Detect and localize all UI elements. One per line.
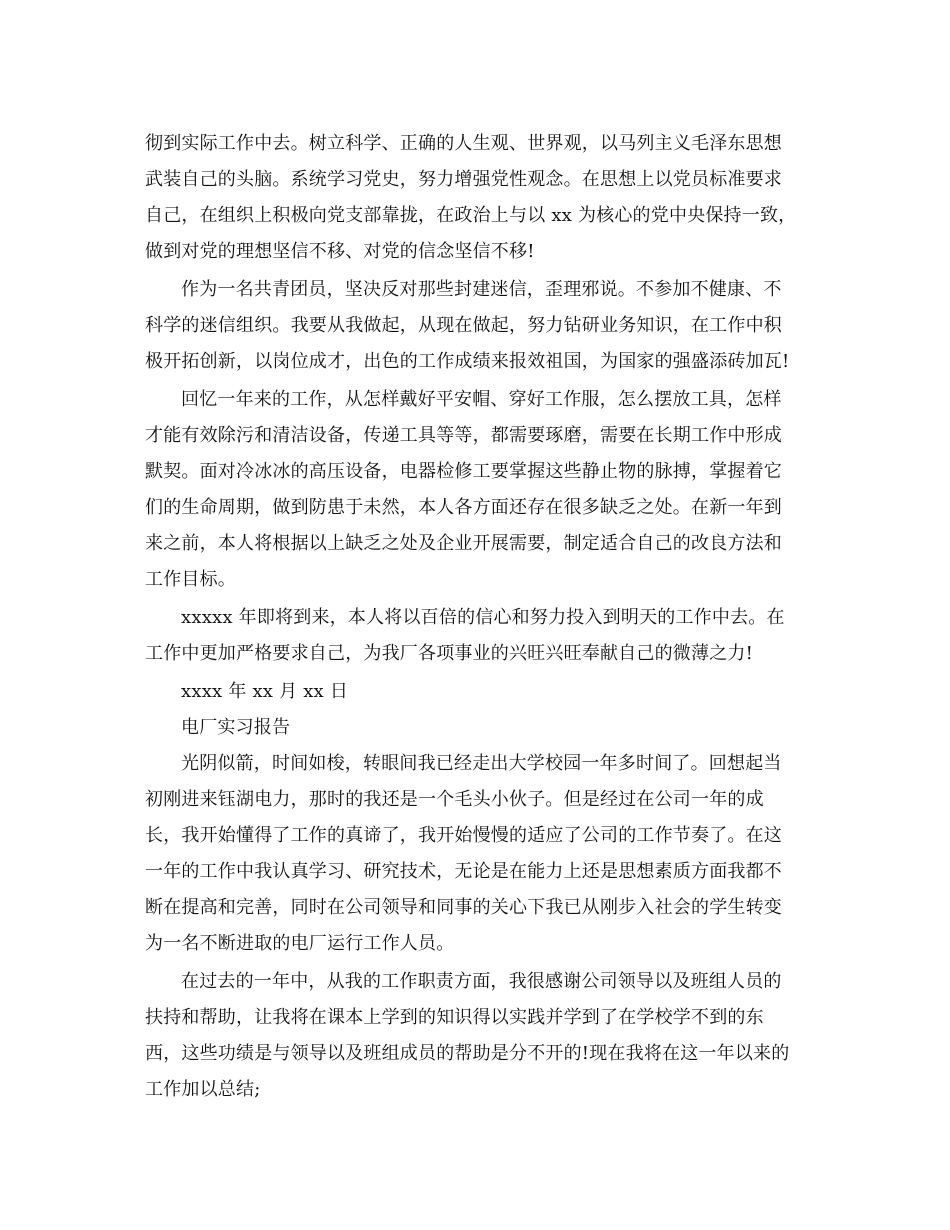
text-line: 西，这些功绩是与领导以及班组成员的帮助是分不开的!现在我将在这一年以来的 — [145, 1043, 790, 1064]
date-line: xxxx 年 xx 月 xx 日 — [181, 681, 349, 702]
text-line: 工作目标。 — [145, 569, 236, 590]
text-line: 武装自己的头脑。系统学习党史，努力增强党性观念。在思想上以党员标准要求 — [145, 169, 782, 190]
text-line: 为一名不断进取的电厂运行工作人员。 — [145, 933, 455, 954]
text-line: 彻到实际工作中去。树立科学、正确的人生观、世界观，以马列主义毛泽东思想 — [145, 133, 782, 154]
text-line: 默契。面对冷冰冰的高压设备，电器检修工要掌握这些静止物的脉搏，掌握着它 — [145, 461, 782, 482]
section-title: 电厂实习报告 — [181, 717, 291, 738]
text-line: 工作中更加严格要求自己，为我厂各项事业的兴旺兴旺奉献自己的微薄之力! — [145, 643, 754, 664]
text-line: 自己，在组织上积极向党支部靠拢，在政治上与以 xx 为核心的党中央保持一致， — [145, 205, 797, 226]
text-line: 做到对党的理想坚信不移、对党的信念坚信不移! — [145, 241, 535, 262]
text-line: 光阴似箭，时间如梭，转眼间我已经走出大学校园一年多时间了。回想起当 — [181, 753, 782, 774]
text-line: 工作加以总结; — [145, 1079, 261, 1100]
text-line: 回忆一年来的工作，从怎样戴好平安帽、穿好工作服，怎么摆放工具，怎样 — [181, 389, 782, 410]
text-line: 才能有效除污和清洁设备，传递工具等等，都需要琢磨，需要在长期工作中形成 — [145, 425, 782, 446]
text-line: xxxxx 年即将到来，本人将以百倍的信心和努力投入到明天的工作中去。在 — [181, 607, 785, 628]
text-line: 极开拓创新，以岗位成才，出色的工作成绩来报效祖国，为国家的强盛添砖加瓦! — [145, 351, 790, 372]
text-line: 初刚进来钰湖电力，那时的我还是一个毛头小伙子。但是经过在公司一年的成 — [145, 789, 764, 810]
text-line: 们的生命周期，做到防患于未然，本人各方面还存在很多缺乏之处。在新一年到 — [145, 497, 782, 518]
text-line: 科学的迷信组织。我要从我做起，从现在做起，努力钻研业务知识，在工作中积 — [145, 315, 782, 336]
text-line: 一年的工作中我认真学习、研究技术，无论是在能力上还是思想素质方面我都不 — [145, 861, 782, 882]
text-line: 在过去的一年中，从我的工作职责方面，我很感谢公司领导以及班组人员的 — [181, 971, 782, 992]
text-line: 作为一名共青团员，坚决反对那些封建迷信，歪理邪说。不参加不健康、不 — [181, 279, 782, 300]
text-line: 来之前，本人将根据以上缺乏之处及企业开展需要，制定适合自己的改良方法和 — [145, 533, 782, 554]
text-line: 长，我开始懂得了工作的真谛了，我开始慢慢的适应了公司的工作节奏了。在这 — [145, 825, 782, 846]
text-line: 扶持和帮助，让我将在课本上学到的知识得以实践并学到了在学校学不到的东 — [145, 1007, 764, 1028]
text-line: 断在提高和完善，同时在公司领导和同事的关心下我已从刚步入社会的学生转变 — [145, 897, 782, 918]
